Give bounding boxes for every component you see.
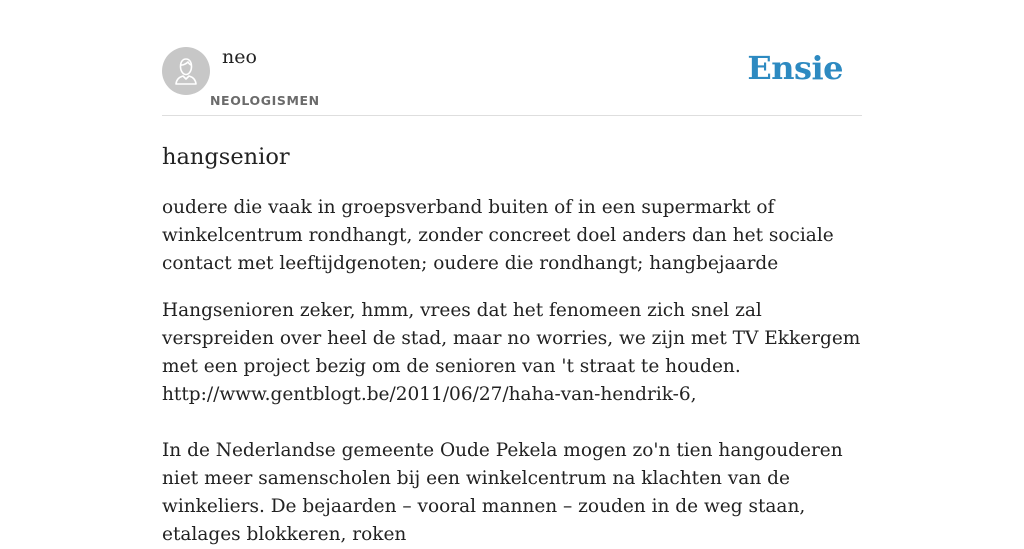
entry-title: hangsenior: [162, 144, 290, 170]
example-paragraph-1: Hangsenioren zeker, hmm, vrees dat het fenomeen zich snel zal verspreiden over heel de stad, maar no worries, we zijn met TV Ekkergem met een project bezig om de senioren van 't straat te houden.: [162, 300, 861, 377]
entry-definition: oudere die vaak in groepsverband buiten of in een supermarkt of winkelcentrum rondhangt, zonder concreet doel anders dan het sociale contact met leeftijdgenoten; oudere die rondhangt; hangbejaarde: [162, 197, 834, 274]
author-name[interactable]: neo: [222, 46, 257, 68]
example-paragraph-2: In de Nederlandse gemeente Oude Pekela mogen zo'n tien hangouderen niet meer samenscholen bij een winkelcentrum na klachten van de winkeliers. De bejaarden – vooral mannen – zouden in de weg staan, etalages blokkeren, roken: [162, 440, 843, 545]
example-spacer: [162, 409, 862, 437]
entry-example: [162, 297, 862, 549]
entry-header: [162, 0, 862, 116]
avatar[interactable]: [162, 47, 210, 95]
example-source-url: http://www.gentblogt.be/2011/06/27/haha-van-hendrik-6,: [162, 384, 697, 405]
user-silhouette-icon: [162, 47, 210, 95]
entry-card: [162, 0, 862, 549]
ensie-logo[interactable]: Ensie: [747, 49, 843, 87]
category-label[interactable]: NEOLOGISMEN: [210, 93, 320, 108]
